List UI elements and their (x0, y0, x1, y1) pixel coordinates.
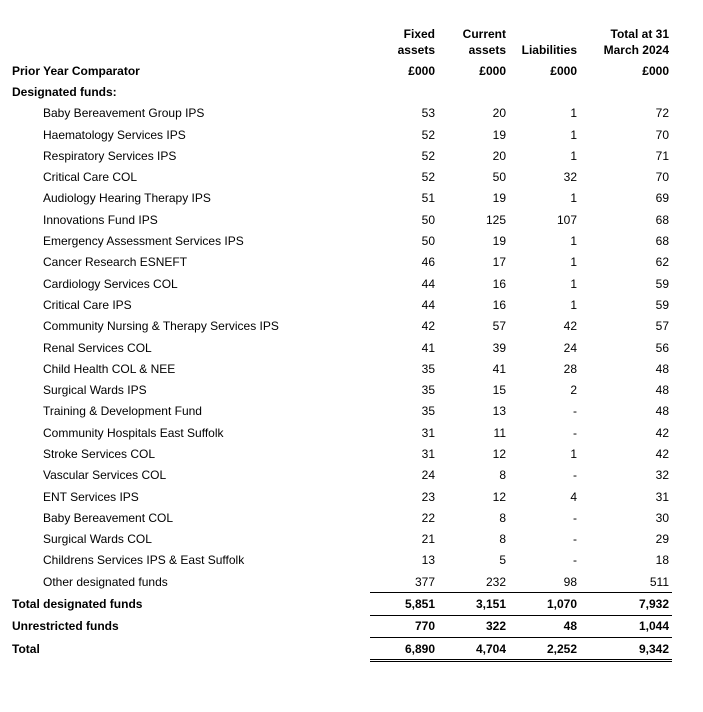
fund-name: Critical Care IPS (43, 297, 132, 312)
fund-liabilities-value: - (509, 529, 580, 550)
fund-liabilities-value: 32 (509, 166, 580, 187)
fund-fixed-value: 50 (370, 209, 438, 230)
fund-name: Cancer Research ESNEFT (43, 255, 188, 270)
fund-liabilities-value: 28 (509, 358, 580, 379)
fund-liabilities-value: 2 (509, 379, 580, 400)
fund-current-value: 16 (438, 294, 509, 315)
header-blank (12, 26, 370, 60)
header-current-assets: Current assets (462, 27, 506, 57)
fund-liabilities-value: - (509, 550, 580, 571)
fund-name: Haematology Services IPS (43, 127, 186, 142)
fund-name: Critical Care COL (43, 170, 138, 185)
unrestricted-funds-row (12, 615, 672, 637)
fund-total-value: 68 (580, 230, 672, 251)
section-label-row (12, 81, 672, 102)
fund-fixed-value: 31 (370, 422, 438, 443)
fund-total-value: 57 (580, 316, 672, 337)
fund-fixed-value: 377 (370, 571, 438, 593)
fund-fixed-value: 35 (370, 358, 438, 379)
fund-current-value: 20 (438, 145, 509, 166)
fund-row (12, 401, 672, 422)
fund-row (12, 379, 672, 400)
total-designated-funds-row-total: 7,932 (580, 593, 672, 615)
fund-current-value: 19 (438, 188, 509, 209)
fund-total-value: 29 (580, 529, 672, 550)
fund-row (12, 337, 672, 358)
fund-row (12, 316, 672, 337)
fund-current-value: 19 (438, 230, 509, 251)
fund-current-value: 12 (438, 443, 509, 464)
fund-fixed-value: 51 (370, 188, 438, 209)
fund-current-value: 39 (438, 337, 509, 358)
fund-current-value: 5 (438, 550, 509, 571)
fund-liabilities-value: 107 (509, 209, 580, 230)
unrestricted-funds-row-label: Unrestricted funds (12, 619, 119, 634)
unit-fixed: £000 (408, 63, 435, 78)
fund-name: Audiology Hearing Therapy IPS (43, 191, 211, 206)
fund-total-value: 48 (580, 401, 672, 422)
fund-row (12, 529, 672, 550)
fund-liabilities-value: 98 (509, 571, 580, 593)
fund-row (12, 358, 672, 379)
grand-total-row-current: 4,704 (438, 638, 509, 661)
fund-fixed-value: 31 (370, 443, 438, 464)
total-designated-funds-row-current: 3,151 (438, 593, 509, 615)
total-designated-funds-row (12, 593, 672, 615)
fund-row (12, 209, 672, 230)
fund-current-value: 11 (438, 422, 509, 443)
fund-row (12, 124, 672, 145)
grand-total-row-label: Total (12, 642, 40, 657)
fund-current-value: 19 (438, 124, 509, 145)
fund-liabilities-value: 42 (509, 316, 580, 337)
fund-row (12, 550, 672, 571)
fund-total-value: 18 (580, 550, 672, 571)
fund-row (12, 252, 672, 273)
fund-total-value: 30 (580, 507, 672, 528)
total-designated-funds-row-liabilities: 1,070 (509, 593, 580, 615)
fund-total-value: 56 (580, 337, 672, 358)
fund-row (12, 571, 672, 593)
fund-name: Respiratory Services IPS (43, 148, 177, 163)
fund-total-value: 42 (580, 422, 672, 443)
fund-total-value: 59 (580, 273, 672, 294)
fund-name: Renal Services COL (43, 340, 152, 355)
fund-fixed-value: 41 (370, 337, 438, 358)
fund-fixed-value: 52 (370, 166, 438, 187)
fund-total-value: 72 (580, 103, 672, 124)
fund-row (12, 465, 672, 486)
fund-current-value: 20 (438, 103, 509, 124)
fund-name: Surgical Wards IPS (43, 383, 147, 398)
fund-name: Vascular Services COL (43, 468, 167, 483)
funds-table (12, 26, 672, 662)
fund-total-value: 31 (580, 486, 672, 507)
unit-total: £000 (642, 63, 669, 78)
fund-current-value: 8 (438, 465, 509, 486)
fund-name: Community Hospitals East Suffolk (43, 425, 224, 440)
fund-fixed-value: 52 (370, 145, 438, 166)
grand-total-row-total: 9,342 (580, 638, 672, 661)
fund-fixed-value: 44 (370, 273, 438, 294)
fund-name: Stroke Services COL (43, 446, 156, 461)
fund-total-value: 48 (580, 379, 672, 400)
fund-fixed-value: 35 (370, 379, 438, 400)
fund-fixed-value: 42 (370, 316, 438, 337)
fund-liabilities-value: 1 (509, 145, 580, 166)
fund-fixed-value: 44 (370, 294, 438, 315)
fund-fixed-value: 21 (370, 529, 438, 550)
fund-liabilities-value: 4 (509, 486, 580, 507)
fund-total-value: 48 (580, 358, 672, 379)
fund-total-value: 62 (580, 252, 672, 273)
fund-current-value: 8 (438, 507, 509, 528)
fund-liabilities-value: 1 (509, 273, 580, 294)
unrestricted-funds-row-total: 1,044 (580, 615, 672, 637)
fund-current-value: 232 (438, 571, 509, 593)
fund-total-value: 511 (580, 571, 672, 593)
grand-total-row-fixed: 6,890 (370, 638, 438, 661)
column-header-row (12, 26, 672, 60)
header-liabilities: Liabilities (521, 43, 577, 57)
fund-current-value: 16 (438, 273, 509, 294)
grand-total-row (12, 638, 672, 661)
fund-fixed-value: 53 (370, 103, 438, 124)
fund-fixed-value: 13 (370, 550, 438, 571)
fund-liabilities-value: 1 (509, 230, 580, 251)
fund-row (12, 422, 672, 443)
fund-name: Training & Development Fund (43, 404, 202, 419)
fund-liabilities-value: 1 (509, 124, 580, 145)
unit-current: £000 (479, 63, 506, 78)
header-fixed-assets: Fixed assets (397, 27, 435, 57)
unrestricted-funds-row-liabilities: 48 (509, 615, 580, 637)
fund-total-value: 32 (580, 465, 672, 486)
fund-current-value: 41 (438, 358, 509, 379)
funds-table-document (12, 26, 672, 662)
fund-name: Surgical Wards COL (43, 532, 152, 547)
fund-total-value: 68 (580, 209, 672, 230)
fund-liabilities-value: - (509, 507, 580, 528)
fund-liabilities-value: 1 (509, 252, 580, 273)
fund-row (12, 507, 672, 528)
fund-total-value: 71 (580, 145, 672, 166)
fund-row (12, 188, 672, 209)
unrestricted-funds-row-current: 322 (438, 615, 509, 637)
fund-current-value: 8 (438, 529, 509, 550)
fund-row (12, 273, 672, 294)
fund-name: Child Health COL & NEE (43, 361, 176, 376)
fund-liabilities-value: 1 (509, 443, 580, 464)
header-total: Total at 31 March 2024 (603, 27, 669, 57)
fund-fixed-value: 24 (370, 465, 438, 486)
fund-liabilities-value: 1 (509, 103, 580, 124)
total-designated-funds-row-label: Total designated funds (12, 597, 143, 612)
fund-total-value: 69 (580, 188, 672, 209)
fund-fixed-value: 23 (370, 486, 438, 507)
fund-name: Cardiology Services COL (43, 276, 178, 291)
unrestricted-funds-row-fixed: 770 (370, 615, 438, 637)
fund-total-value: 70 (580, 124, 672, 145)
fund-liabilities-value: - (509, 422, 580, 443)
fund-fixed-value: 50 (370, 230, 438, 251)
fund-total-value: 59 (580, 294, 672, 315)
fund-name: Baby Bereavement COL (43, 510, 174, 525)
fund-name: Community Nursing & Therapy Services IPS (43, 319, 279, 334)
total-designated-funds-row-fixed: 5,851 (370, 593, 438, 615)
fund-liabilities-value: 24 (509, 337, 580, 358)
fund-name: Emergency Assessment Services IPS (43, 234, 244, 249)
fund-fixed-value: 35 (370, 401, 438, 422)
fund-current-value: 15 (438, 379, 509, 400)
fund-row (12, 166, 672, 187)
prior-year-comparator-label: Prior Year Comparator (12, 63, 140, 78)
fund-current-value: 57 (438, 316, 509, 337)
fund-name: Innovations Fund IPS (43, 212, 158, 227)
fund-row (12, 145, 672, 166)
fund-liabilities-value: - (509, 401, 580, 422)
fund-current-value: 50 (438, 166, 509, 187)
units-row (12, 60, 672, 81)
fund-row (12, 443, 672, 464)
fund-row (12, 294, 672, 315)
fund-name: Baby Bereavement Group IPS (43, 106, 205, 121)
grand-total-row-liabilities: 2,252 (509, 638, 580, 661)
fund-name: ENT Services IPS (43, 489, 139, 504)
fund-current-value: 17 (438, 252, 509, 273)
fund-total-value: 42 (580, 443, 672, 464)
fund-liabilities-value: 1 (509, 294, 580, 315)
fund-fixed-value: 46 (370, 252, 438, 273)
fund-row (12, 230, 672, 251)
fund-total-value: 70 (580, 166, 672, 187)
fund-liabilities-value: 1 (509, 188, 580, 209)
fund-name: Childrens Services IPS & East Suffolk (43, 553, 245, 568)
fund-row (12, 103, 672, 124)
fund-fixed-value: 52 (370, 124, 438, 145)
fund-liabilities-value: - (509, 465, 580, 486)
fund-fixed-value: 22 (370, 507, 438, 528)
fund-name: Other designated funds (43, 575, 168, 590)
fund-current-value: 13 (438, 401, 509, 422)
fund-current-value: 125 (438, 209, 509, 230)
fund-row (12, 486, 672, 507)
unit-liabilities: £000 (550, 63, 577, 78)
designated-funds-label: Designated funds: (12, 84, 117, 99)
fund-current-value: 12 (438, 486, 509, 507)
